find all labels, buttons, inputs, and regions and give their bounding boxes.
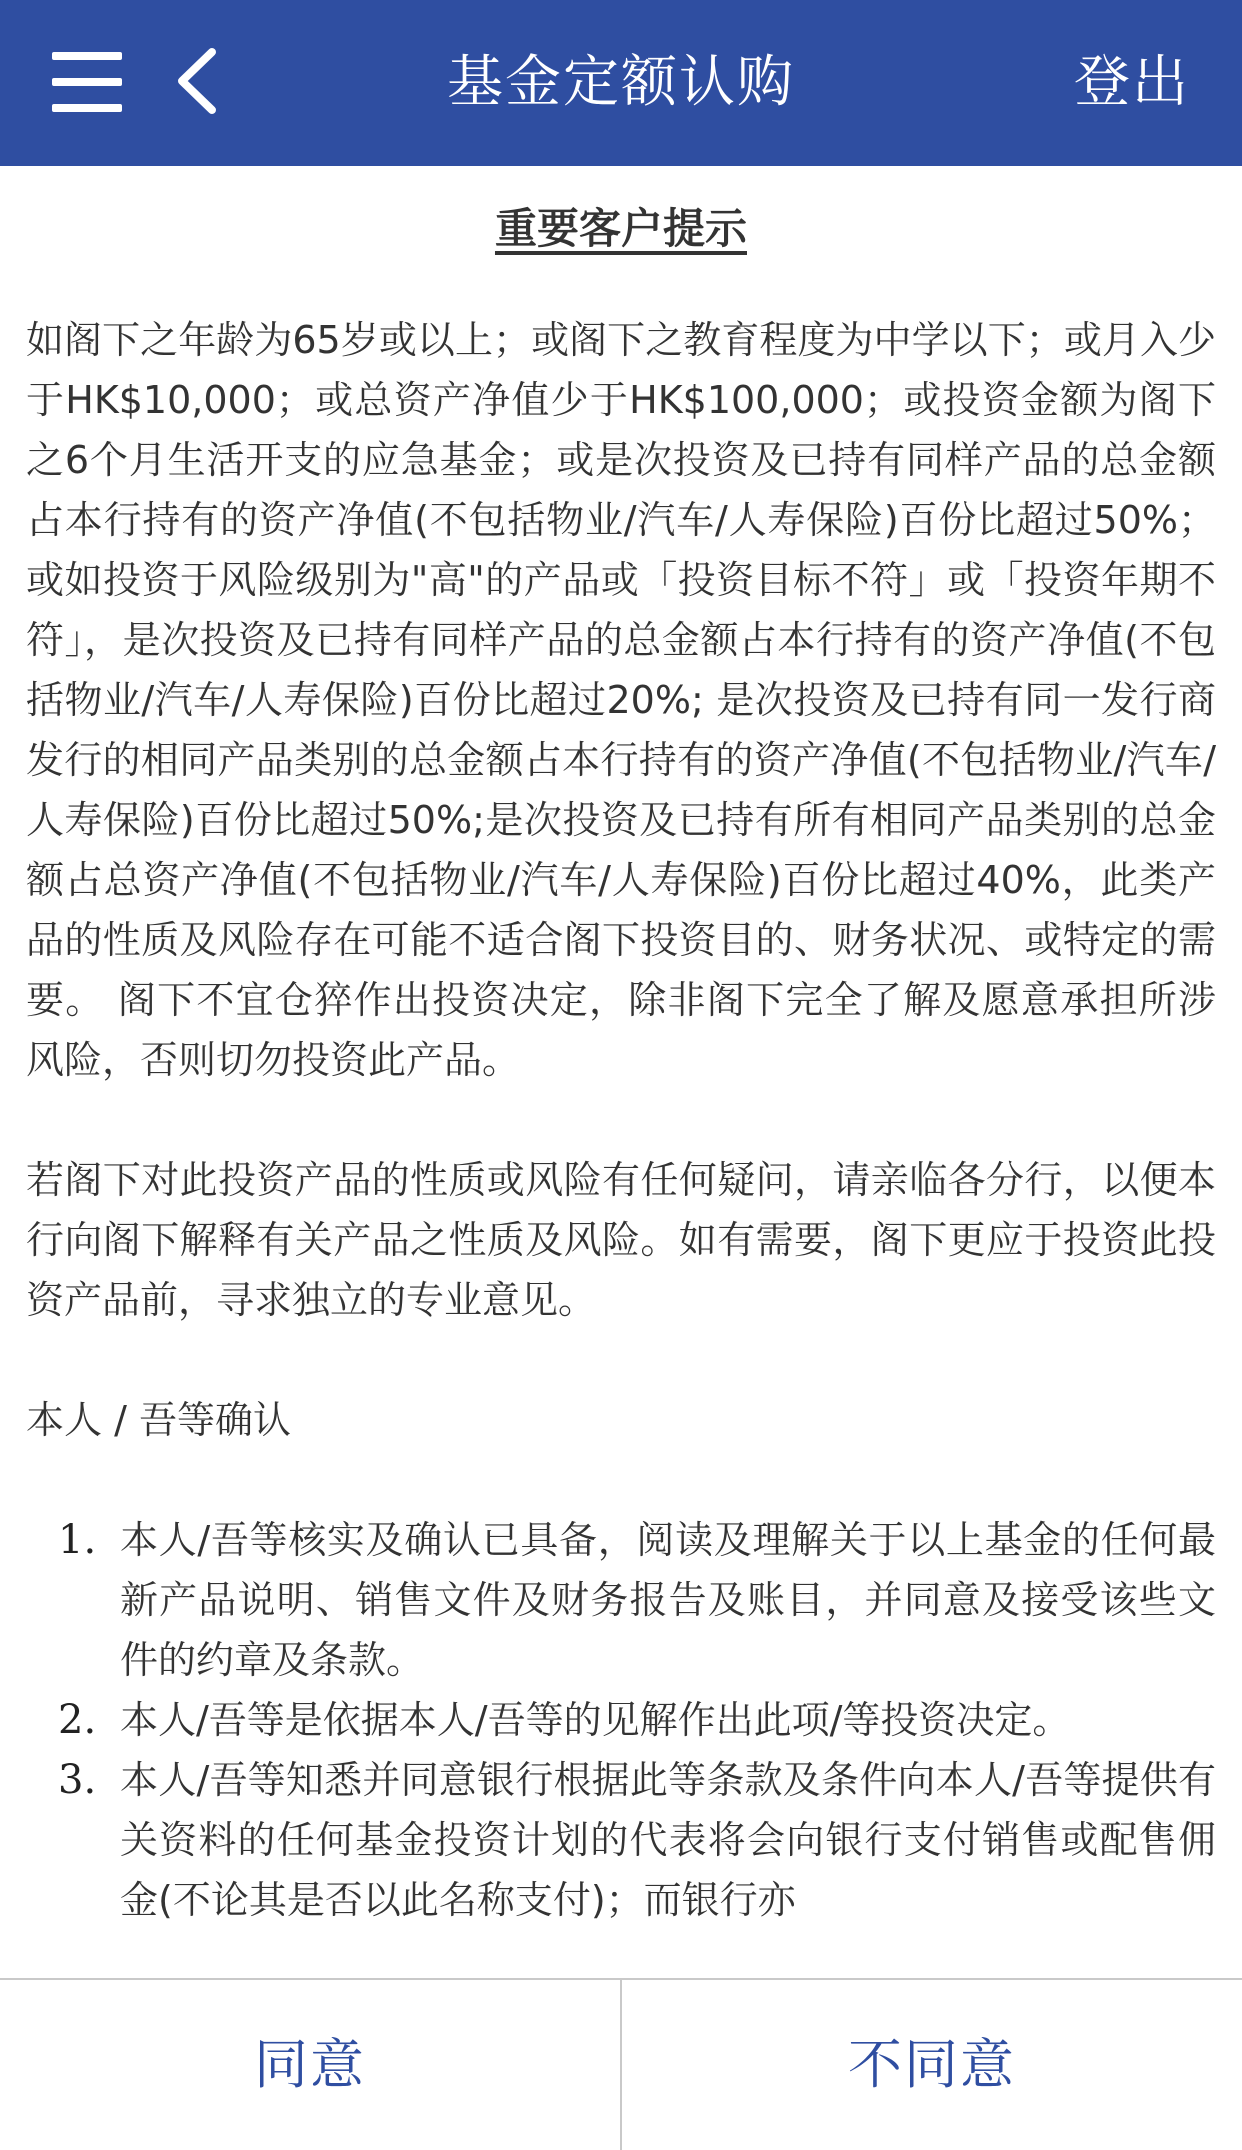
chevron-left-icon-graphic	[168, 46, 228, 116]
list-item	[0, 1750, 1216, 1930]
list-item-text: 本人/吾等知悉并同意银行根据此等条款及条件向本人/吾等提供有关资料的任何基金投资计划的代表将会向银行支付销售或配售佣金(不论其是否以此名称支付)；而银行亦	[120, 1758, 1216, 1922]
list-item-text: 本人/吾等是依据本人/吾等的见解作出此项/等投资决定。	[120, 1698, 1071, 1742]
agree-button[interactable]: 同意	[0, 1980, 620, 2150]
menu-bar-bottom	[52, 104, 122, 112]
confirm-list	[0, 1510, 1242, 1930]
list-item-number: 3.	[58, 1757, 97, 1803]
menu-bar-top	[52, 52, 122, 60]
page-title: 基金定额认购	[447, 50, 795, 115]
menu-bar-middle	[52, 78, 122, 86]
action-footer	[0, 1978, 1242, 2150]
list-item	[0, 1690, 1216, 1750]
list-item-number: 2.	[58, 1697, 97, 1743]
notice-title: 重要客户提示	[494, 204, 747, 253]
risk-warning-paragraph: 如阁下之年龄为65岁或以上；或阁下之教育程度为中学以下；或月入少于HK$10,000；或总资产净值少于HK$100,000；或投资金额为阁下之6个月生活开支的应急基金；或是次投资及已持有同样产品的总金额占本行持有的资产净值(不包括物业/汽车/人寿保险)百份比超过50%；或如投资于风险级别为"高"的产品或「投资目标不符」或「投资年期不符」，是次投资及已持有同样产品的总金额占本行持有的资产净值(不包括物业/汽车/人寿保险)百份比超过20%; 是次投资及已持有同一发行商发行的相同产品类别的总金额占本行持有的资产净值(不包括物业/汽车/人寿保险)百份比超过50%;是次投资及已持有所有相同产品类别的总金额占总资产净值(不包括物业/汽车/人寿保险)百份比超过40%，此类产品的性质及风险存在可能不适合阁下投资目的、财务状况、或特定的需要。 阁下不宜仓猝作出投资决定，除非阁下完全了解及愿意承担所涉风险，否则切勿投资此产品。	[26, 318, 1216, 1082]
notice-content[interactable]	[0, 166, 1242, 1978]
disagree-button[interactable]: 不同意	[622, 1980, 1242, 2150]
hamburger-menu-icon[interactable]	[52, 52, 122, 112]
inquiry-paragraph: 若阁下对此投资产品的性质或风险有任何疑问，请亲临各分行，以便本行向阁下解释有关产品之性质及风险。如有需要，阁下更应于投资此投资产品前，寻求独立的专业意见。	[26, 1158, 1216, 1322]
list-item-number: 1.	[58, 1517, 97, 1563]
app-header	[0, 0, 1242, 166]
confirm-heading: 本人 / 吾等确认	[26, 1398, 291, 1442]
list-item	[0, 1510, 1216, 1690]
logout-button[interactable]: 登出	[1074, 40, 1190, 126]
list-item-text: 本人/吾等核实及确认已具备，阅读及理解关于以上基金的任何最新产品说明、销售文件及财务报告及账目，并同意及接受该些文件的约章及条款。	[120, 1518, 1216, 1682]
chevron-left-icon[interactable]	[168, 46, 228, 116]
